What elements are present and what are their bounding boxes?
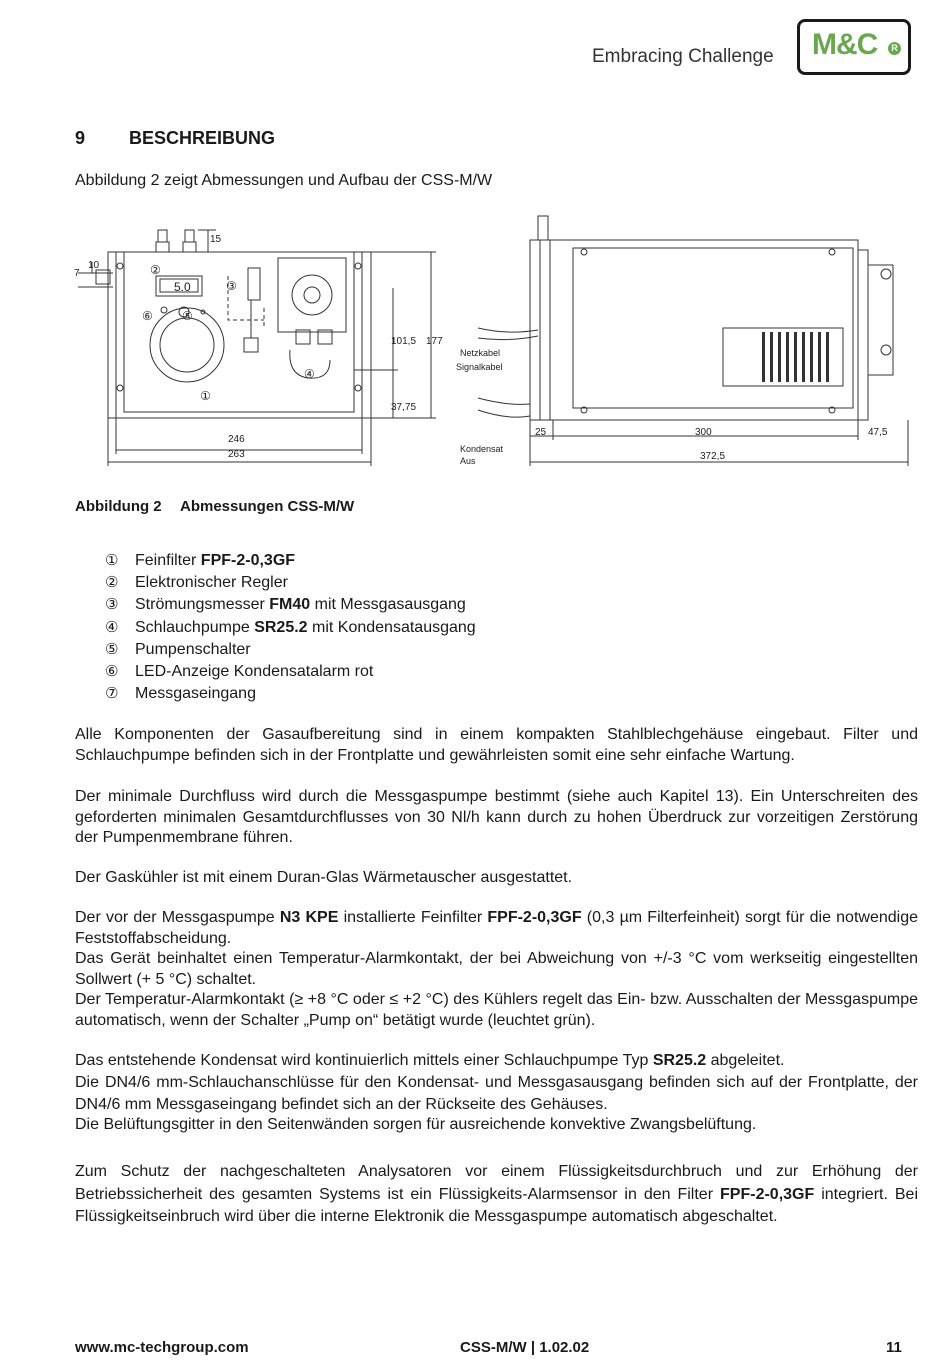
label-aus: Aus: [460, 456, 476, 466]
section-heading: [75, 128, 275, 149]
component-legend: [105, 550, 476, 705]
marker-1: ①: [200, 389, 211, 403]
label-signalkabel: Signalkabel: [456, 362, 503, 372]
legend-item: ① Feinfilter FPF-2-0,3GF: [105, 552, 296, 569]
paragraph-housing: Alle Komponenten der Gasaufbereitung sind in einem kompakten Stahlblechgehäuse eingebaut. Filter und Schlauchpumpe befinden sich in der Frontplatte und gewährleisten somit eine sehr einfache Wartung.: [75, 726, 918, 764]
figure-caption: [75, 498, 354, 515]
dim-10: 10: [88, 260, 100, 271]
side-pump: [868, 265, 893, 375]
paragraph-connections: Die DN4/6 mm-Schlauchanschlüsse für den Kondensat- und Messgasausgang befinden sich auf der Frontplatte, der DN4/6 mm Messgaseingang befindet sich an der Rückseite des Gehäuses.: [75, 1074, 918, 1113]
paragraph-condensate: Das entstehende Kondensat wird kontinuierlich mittels einer Schlauchpumpe Typ SR25.2 abgeleitet.: [75, 1052, 785, 1069]
dim-37-75: 37,75: [391, 402, 417, 413]
dim-177: 177: [426, 336, 443, 347]
marker-3: ③: [226, 279, 237, 293]
legend-item: ⑦ Messgaseingang: [105, 685, 256, 703]
dim-246: 246: [228, 434, 245, 445]
dim-101-5: 101,5: [391, 336, 417, 347]
marker-4: ④: [304, 367, 315, 381]
legend-item: ④ Schlauchpumpe SR25.2 mit Kondensatausgang: [105, 618, 476, 636]
paragraph-protection: Zum Schutz der nachgeschalteten Analysatoren vor einem Flüssigkeitsdurchbruch und zur Erhöhung der Betriebssicherheit des gesamten Systems ist ein Flüssigkeits-Alarmsensor in den Filter FPF-2-0,3GF integriert. Bei Flüssigkeitseinbruch wird über die interne Elektronik die Messgaspumpe automatisch abgeschaltet.: [75, 1163, 919, 1225]
marker-5: ⑤: [182, 309, 193, 323]
label-kondensat: Kondensat: [460, 444, 504, 454]
display-value: 5.0: [174, 280, 191, 294]
hose-pump: [278, 258, 346, 332]
paragraph-filter: Der vor der Messgaspumpe N3 KPE installierte Feinfilter FPF-2-0,3GF (0,3 µm Filterfeinheit) sorgt für die notwendige Feststoffabscheidung.: [75, 909, 919, 947]
company-logo: [797, 19, 911, 75]
dim-7: 7: [74, 268, 80, 279]
registered-mark: R: [888, 42, 901, 55]
paragraph-alarm-contact: Der Temperatur-Alarmkontakt (≥ +8 °C oder ≤ +2 °C) des Kühlers regelt das Ein- bzw. Ausschalten der Messgaspumpe automatisch, wenn der Schalter „Pump on“ betätigt wurde (leuchtet grün).: [75, 991, 918, 1029]
side-housing: [530, 240, 858, 420]
legend-item: ③ Strömungsmesser FM40 mit Messgasausgang: [105, 596, 466, 614]
paragraph-alarm: Das Gerät beinhaltet einen Temperatur-Alarmkontakt, der bei Abweichung von +/-3 °C vom werkseitig eingestellten Sollwert (+ 5 °C) schaltet.: [75, 950, 918, 988]
dimension-drawing: [68, 210, 918, 480]
intro-text: Abbildung 2 zeigt Abmessungen und Aufbau der CSS-M/W: [75, 172, 493, 189]
legend-item: ② Elektronischer Regler: [105, 574, 288, 592]
legend-item: ⑥ LED-Anzeige Kondensatalarm rot: [105, 663, 374, 681]
legend-item: ⑤ Pumpenschalter: [105, 640, 251, 658]
page-number: 11: [886, 1339, 902, 1356]
dim-47-5: 47,5: [868, 427, 888, 438]
vent-grille: [723, 328, 843, 386]
logo-text: M&C: [812, 28, 878, 61]
dim-372-5: 372,5: [700, 451, 726, 462]
dim-25: 25: [535, 427, 547, 438]
paragraph-flow: Der minimale Durchfluss wird durch die Messgaspumpe bestimmt (siehe auch Kapitel 13). Ein Unterschreiten des geforderten minimalen Gesamtdurchflusses von 30 Nl/h kann durch zu hohen Überdruck zur vorzeitigen Zerstörung der Pumpenmembrane führen.: [75, 788, 918, 847]
paragraph-ventilation: Die Belüftungsgitter in den Seitenwänden sorgen für ausreichende konvektive Zwangsbelüftung.: [75, 1116, 757, 1133]
label-netzkabel: Netzkabel: [460, 348, 501, 358]
marker-6: ⑥: [142, 309, 153, 323]
footer-website: www.mc-techgroup.com: [75, 1339, 249, 1356]
dim-300: 300: [695, 427, 712, 438]
caption-text: Abmessungen CSS-M/W: [180, 498, 355, 515]
dim-15: 15: [210, 234, 222, 245]
caption-label: Abbildung 2: [75, 498, 162, 515]
tagline: Embracing Challenge: [592, 46, 774, 67]
marker-2: ②: [150, 263, 161, 277]
footer-document: CSS-M/W | 1.02.02: [460, 1339, 590, 1356]
dim-263: 263: [228, 449, 245, 460]
section-number: 9: [75, 128, 86, 148]
section-title: BESCHREIBUNG: [129, 128, 276, 148]
paragraph-cooler: Der Gaskühler ist mit einem Duran-Glas Wärmetauscher ausgestattet.: [75, 869, 573, 886]
